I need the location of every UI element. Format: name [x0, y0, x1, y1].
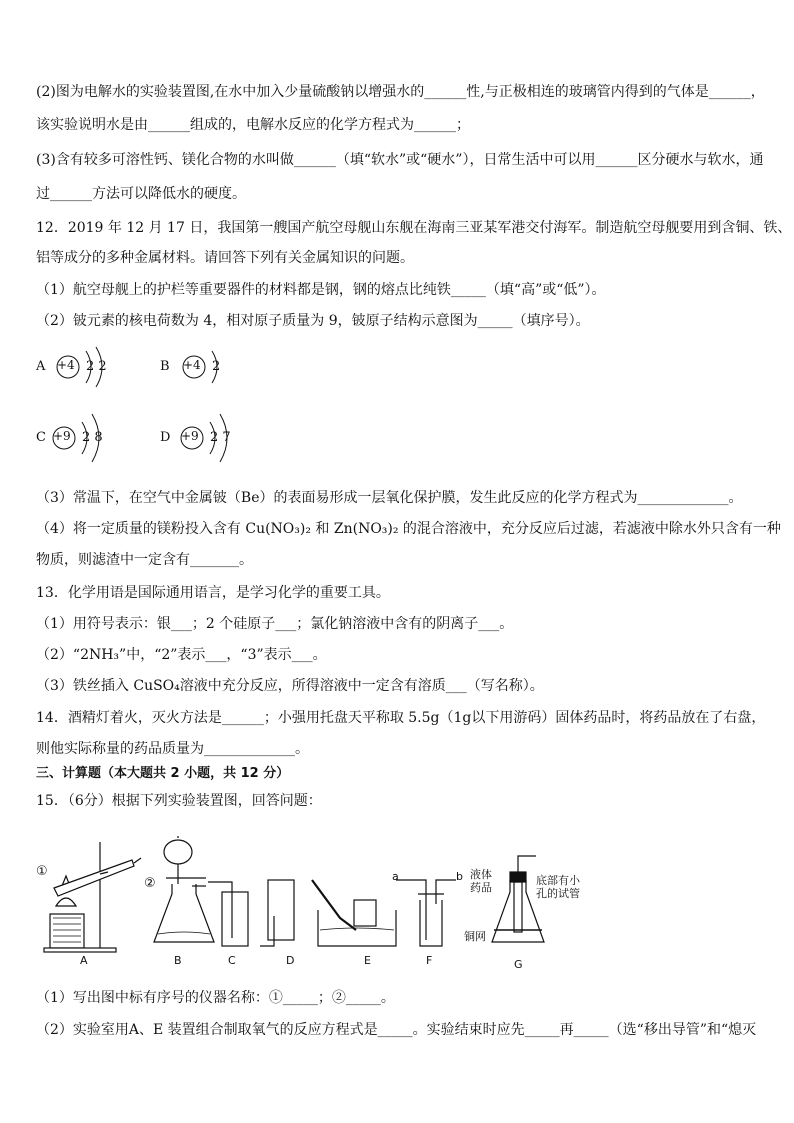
apparatus-c [208, 882, 248, 946]
section-heading: 三、计算题（本大题共 2 小题，共 12 分） [36, 766, 290, 781]
q12-1: （1）航空母舰上的护栏等重要器件的材料都是钢，钢的熔点比纯铁_____（填“高”或“低”）。 [36, 282, 606, 298]
q12-stem-line1: 12．2019 年 12 月 17 日，我国第一艘国产航空母舰山东舰在海南三亚某军港交付海军。制造航空母舰要用到含铜、铁、 [36, 220, 792, 236]
q12-3: （3）常温下，在空气中金属铍（Be）的表面易形成一层氧化保护膜，发生此反应的化学方程式为_____________。 [36, 490, 743, 506]
q15-1: （1）写出图中标有序号的仪器名称：①_____；②_____。 [36, 990, 395, 1006]
q11-3-line2: 过______方法可以降低水的硬度。 [36, 186, 246, 202]
q13-2: （2）“2NH₃”中，“2”表示___，“3”表示___。 [36, 647, 327, 663]
label-c: C [228, 954, 236, 967]
atom-letter: A [36, 359, 46, 374]
q12-4-line2: 物质，则滤渣中一定含有_______。 [36, 552, 253, 568]
apparatus-b [154, 836, 214, 942]
atom-diagram-b [160, 345, 250, 395]
q13-3: （3）铁丝插入 CuSO₄溶液中充分反应，所得溶液中一定含有溶质___（写名称）。 [36, 678, 544, 694]
q15-stem: 15．（6分）根据下列实验装置图，回答问题： [36, 793, 322, 809]
apparatus-f [396, 880, 456, 946]
apparatus-a [44, 842, 141, 952]
electron-shells: 2 2 [86, 359, 107, 374]
nucleus-charge: +4 [183, 358, 201, 372]
marker-2: ② [144, 876, 156, 891]
atom-letter: B [160, 359, 170, 374]
atom-letter: C [36, 430, 46, 445]
label-d: D [286, 954, 295, 967]
q11-2-line1: (2)图为电解水的实验装置图,在水中加入少量硫酸钠以增强水的______性,与正极相连的玻璃管内得到的气体是______， [36, 84, 765, 100]
nucleus-charge: +9 [181, 429, 199, 443]
q14-line1: 14．酒精灯着火，灭火方法是______；小强用托盘天平称取 5.5g（1g以下用游码）固体药品时，将药品放在了右盘， [36, 710, 766, 726]
q13-stem: 13．化学用语是国际通用语言，是学习化学的重要工具。 [36, 585, 390, 601]
atom-diagram-c [36, 412, 146, 467]
atom-diagram-a [36, 345, 146, 395]
label-b: B [174, 954, 182, 967]
port-b: b [456, 870, 463, 883]
label-f: F [426, 954, 433, 967]
electron-shells: 2 [212, 359, 221, 374]
q12-2: （2）铍元素的核电荷数为 4，相对原子质量为 9，铍原子结构示意图为_____（填序号）。 [36, 313, 590, 329]
electron-shells: 2 8 [82, 430, 103, 445]
atom-diagram-d [160, 412, 270, 467]
nucleus-charge: +9 [53, 429, 71, 443]
q11-3-line1: (3)含有较多可溶性钙、镁化合物的水叫做______（填“软水”或“硬水”），日常生活中可以用______区分硬水与软水，通 [36, 152, 764, 168]
marker-1: ① [36, 864, 48, 879]
q12-4-line1: （4）将一定质量的镁粉投入含有 Cu(NO₃)₂ 和 Zn(NO₃)₂ 的混合溶液中，充分反应后过滤，若滤液中除水外只含有一种 [36, 521, 781, 537]
apparatus-e [312, 880, 396, 946]
label-e: E [364, 954, 371, 967]
label-g: G [514, 958, 523, 971]
tube-note-label: 底部有小 孔的试管 [536, 874, 580, 900]
nucleus-charge: +4 [57, 358, 75, 372]
q13-1: （1）用符号表示：银___；2 个硅原子___；氯化钠溶液中含有的阴离子___。 [36, 616, 514, 632]
q12-stem-line2: 铝等成分的多种金属材料。请回答下列有关金属知识的问题。 [36, 250, 414, 266]
atom-letter: D [160, 430, 171, 445]
q14-line2: 则他实际称量的药品质量为_____________。 [36, 741, 309, 757]
label-a: A [80, 954, 88, 967]
q11-2-line2: 该实验说明水是由______组成的，电解水反应的化学方程式为______； [36, 117, 470, 133]
apparatus-drawing [36, 834, 756, 974]
electron-shells: 2 7 [210, 430, 231, 445]
apparatus-d [260, 880, 294, 946]
liquid-drug-label: 液体 药品 [470, 868, 492, 894]
apparatus-figure [36, 834, 756, 974]
copper-mesh-label: 铜网 [464, 930, 486, 943]
q15-2: （2）实验室用A、E 装置组合制取氧气的反应方程式是_____。实验结束时应先_____再_____（选“移出导管”和“熄灭 [36, 1022, 757, 1038]
port-a: a [392, 870, 399, 883]
